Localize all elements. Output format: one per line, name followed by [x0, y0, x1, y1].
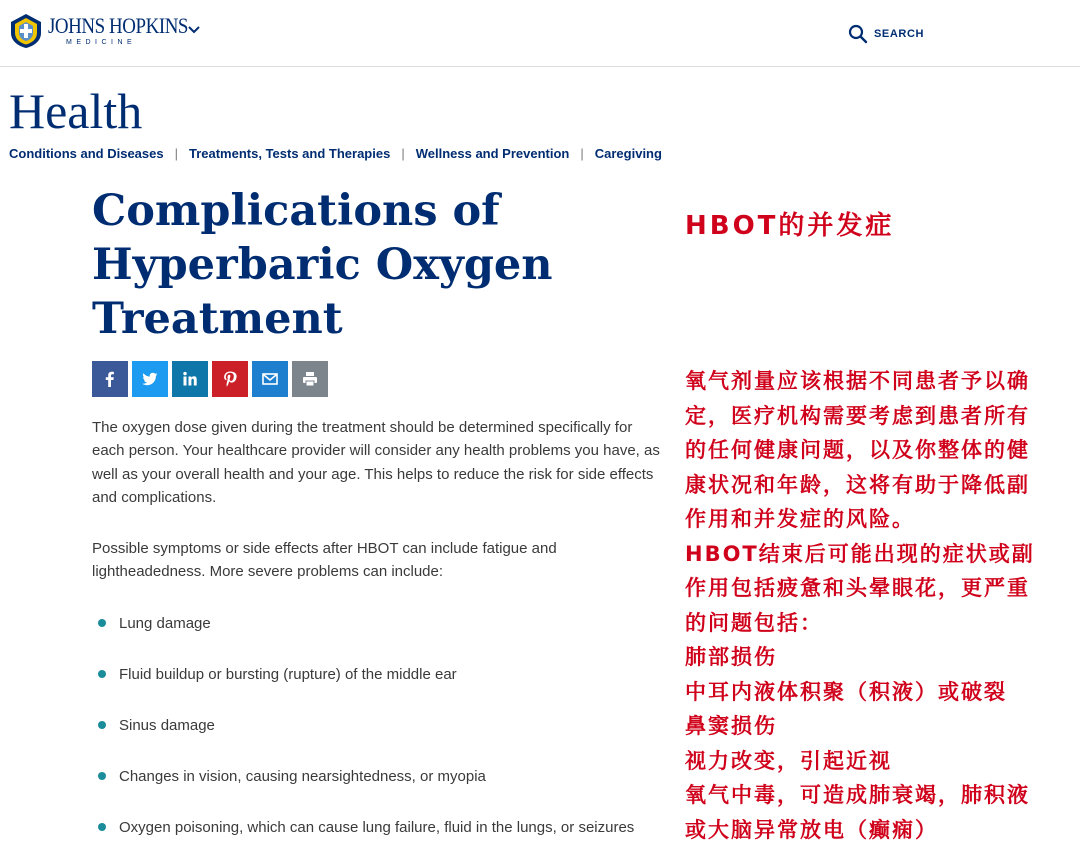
section-title: Health: [9, 83, 143, 139]
share-toolbar: [92, 361, 328, 397]
search-label: SEARCH: [874, 28, 925, 40]
list-item: [98, 765, 634, 816]
annotation-line: 肺部损伤: [685, 645, 777, 669]
article-title-line: Complications of: [92, 186, 500, 236]
linkedin-icon: [181, 370, 199, 388]
annotation-line: 或大脑异常放电（癫痫）: [685, 817, 938, 842]
twitter-icon: [141, 370, 159, 388]
bullet-dot: [98, 772, 106, 780]
annotation-title: HBOT的并发症: [685, 211, 895, 241]
shield-logo-icon: [8, 12, 44, 50]
article-title-line: Hyperbaric Oxygen: [92, 240, 553, 290]
annotation-line: 氧气剂量应该根据不同患者予以确: [685, 369, 1030, 393]
search-button[interactable]: [848, 24, 924, 44]
share-facebook-button[interactable]: [92, 361, 128, 397]
nav-treatments-tests-therapies[interactable]: Treatments, Tests and Therapies: [188, 146, 391, 161]
complications-list: [98, 612, 634, 855]
list-item: [98, 612, 634, 663]
list-item-text: Sinus damage: [119, 717, 215, 734]
bullet-dot: [98, 619, 106, 627]
print-icon: [301, 370, 319, 388]
bullet-dot: [98, 823, 106, 831]
list-item-text: Lung damage: [119, 615, 211, 632]
pinterest-icon: [221, 370, 239, 388]
list-item-text: Fluid buildup or bursting (rupture) of the middle ear: [119, 666, 457, 683]
health-subnav: [9, 146, 662, 161]
nav-conditions-and-diseases[interactable]: Conditions and Diseases: [9, 146, 164, 161]
article-paragraph-dose: The oxygen dose given during the treatment should be determined specifically for each person. Your healthcare provider will consider any health problems you have, as well as your overall health and your age. This helps to reduce the risk for side effects and complications.: [92, 419, 660, 506]
nav-separator: |: [580, 146, 584, 161]
list-item: [98, 714, 634, 765]
annotation-line: 作用包括疲惫和头晕眼花，更严重: [685, 576, 1030, 600]
site-logo[interactable]: [8, 12, 211, 50]
annotation-line: 作用和并发症的风险。: [685, 507, 915, 531]
list-item: [98, 816, 634, 855]
nav-caregiving[interactable]: Caregiving: [594, 146, 662, 161]
bullet-dot: [98, 721, 106, 729]
annotation-line: HBOT结束后可能出现的症状或副: [685, 541, 1035, 566]
annotation-line: 视力改变，引起近视: [685, 748, 892, 773]
share-pinterest-button[interactable]: [212, 361, 248, 397]
logo-subtitle: MEDICINE: [66, 39, 137, 46]
share-email-button[interactable]: [252, 361, 288, 397]
article-title: [92, 184, 572, 346]
annotation-translation: [685, 364, 1080, 847]
nav-wellness-and-prevention[interactable]: Wellness and Prevention: [415, 146, 570, 161]
article-title-line: Treatment: [92, 294, 343, 344]
print-button[interactable]: [292, 361, 328, 397]
top-navigation-bar: [0, 0, 1080, 67]
chevron-down-icon[interactable]: [186, 22, 202, 38]
facebook-icon: [101, 370, 119, 388]
share-twitter-button[interactable]: [132, 361, 168, 397]
list-item: [98, 663, 634, 714]
list-item-text: Oxygen poisoning, which can cause lung failure, fluid in the lungs, or seizures: [119, 819, 635, 836]
annotation-line: 的任何健康问题，以及你整体的健: [685, 438, 1030, 462]
list-item-text: Changes in vision, causing nearsightedness, or myopia: [119, 768, 486, 785]
email-icon: [261, 370, 279, 388]
annotation-line: 定，医疗机构需要考虑到患者所有: [685, 403, 1030, 428]
annotation-line: 的问题包括：: [685, 610, 823, 635]
bullet-dot: [98, 670, 106, 678]
annotation-line: 氧气中毒，可造成肺衰竭，肺积液: [685, 783, 1030, 807]
share-linkedin-button[interactable]: [172, 361, 208, 397]
annotation-line: 鼻窦损伤: [685, 714, 777, 738]
annotation-line: 康状况和年龄，这将有助于降低副: [685, 472, 1030, 497]
nav-separator: |: [401, 146, 405, 161]
search-icon: [848, 24, 868, 44]
article-paragraph-side-effects: Possible symptoms or side effects after HBOT can include fatigue and lightheadedness. More severe problems can include:: [92, 540, 557, 581]
annotation-line: 中耳内液体积聚（积液）或破裂: [685, 679, 1007, 704]
nav-separator: |: [174, 146, 178, 161]
logo-name: JOHNS HOPKINS: [48, 13, 189, 38]
